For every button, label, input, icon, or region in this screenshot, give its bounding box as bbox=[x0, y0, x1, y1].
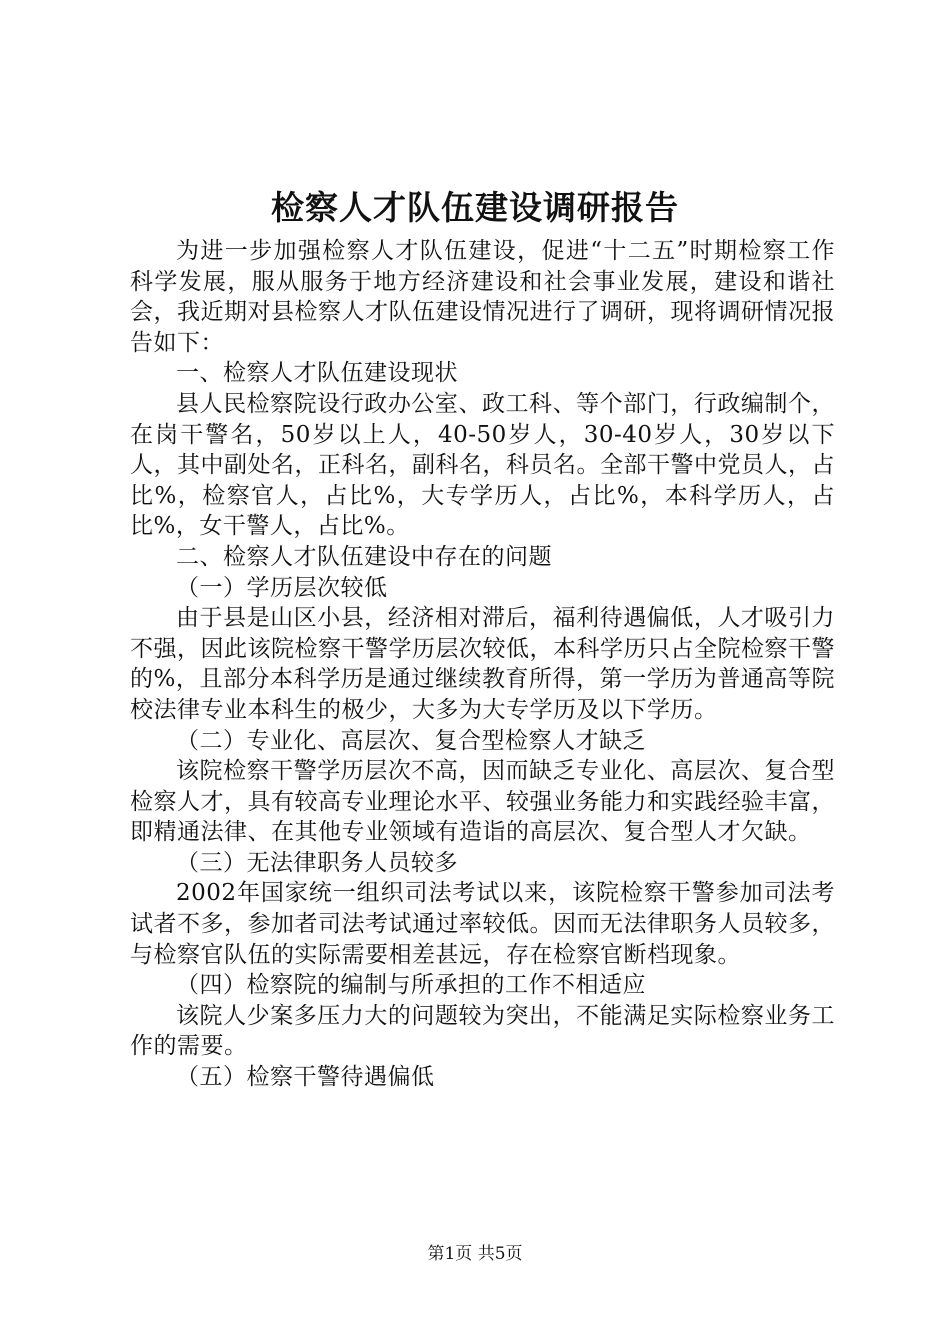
document-title: 检察人才队伍建设调研报告 bbox=[271, 188, 679, 227]
talent-paragraph: 该院检察干警学历层次不高，因而缺乏专业化、高层次、复合型检察人才，具有较高专业理论水平、较强业务能力和实践经验丰富，即精通法律、在其他专业领域有造诣的高层次、复合型人才欠缺。 bbox=[130, 758, 835, 846]
section-heading-1: 一、检察人才队伍建设现状 bbox=[176, 360, 458, 387]
subsection-heading-3: （三）无法律职务人员较多 bbox=[176, 849, 458, 876]
education-paragraph: 由于县是山区小县，经济相对滞后，福利待遇偏低，人才吸引力不强，因此该院检察干警学历层次较低，本科学历只占全院检察干警的%，且部分本科学历是通过继续教育所得，第一学历为普通高等院校法律专业本科生的极少，大多为大专学历及以下学历。 bbox=[130, 605, 835, 723]
subsection-heading-2: （二）专业化、高层次、复合型检察人才缺乏 bbox=[176, 727, 646, 754]
staffing-paragraph: 该院人少案多压力大的问题较为突出，不能满足实际检察业务工作的需要。 bbox=[130, 1002, 835, 1060]
section-heading-2: 二、检察人才队伍建设中存在的问题 bbox=[176, 543, 552, 570]
intro-paragraph: 为进一步加强检察人才队伍建设，促进“十二五”时期检察工作科学发展，服从服务于地方经济建设和社会事业发展，建设和谐社会，我近期对县检察人才队伍建设情况进行了调研，现将调研情况报告如下： bbox=[130, 238, 835, 356]
legal-staff-paragraph: 2002年国家统一组织司法考试以来，该院检察干警参加司法考试者不多，参加者司法考试通过率较低。因而无法律职务人员较多，与检察官队伍的实际需要相差甚远，存在检察官断档现象。 bbox=[130, 880, 835, 968]
page-number-footer: 第1页 共5页 bbox=[427, 1244, 523, 1264]
subsection-heading-1: （一）学历层次较低 bbox=[176, 574, 388, 601]
status-paragraph: 县人民检察院设行政办公室、政工科、等个部门，行政编制个，在岗干警名，50岁以上人，40-50岁人，30-40岁人，30岁以下人，其中副处名，正科名，副科名，科员名。全部干警中党员人，占比%，检察官人，占比%，大专学历人，占比%，本科学历人，占比%，女干警人，占比%。 bbox=[130, 390, 835, 540]
document-body bbox=[130, 236, 835, 1093]
subsection-heading-4: （四）检察院的编制与所承担的工作不相适应 bbox=[176, 972, 646, 999]
subsection-heading-5: （五）检察干警待遇偏低 bbox=[176, 1064, 435, 1091]
